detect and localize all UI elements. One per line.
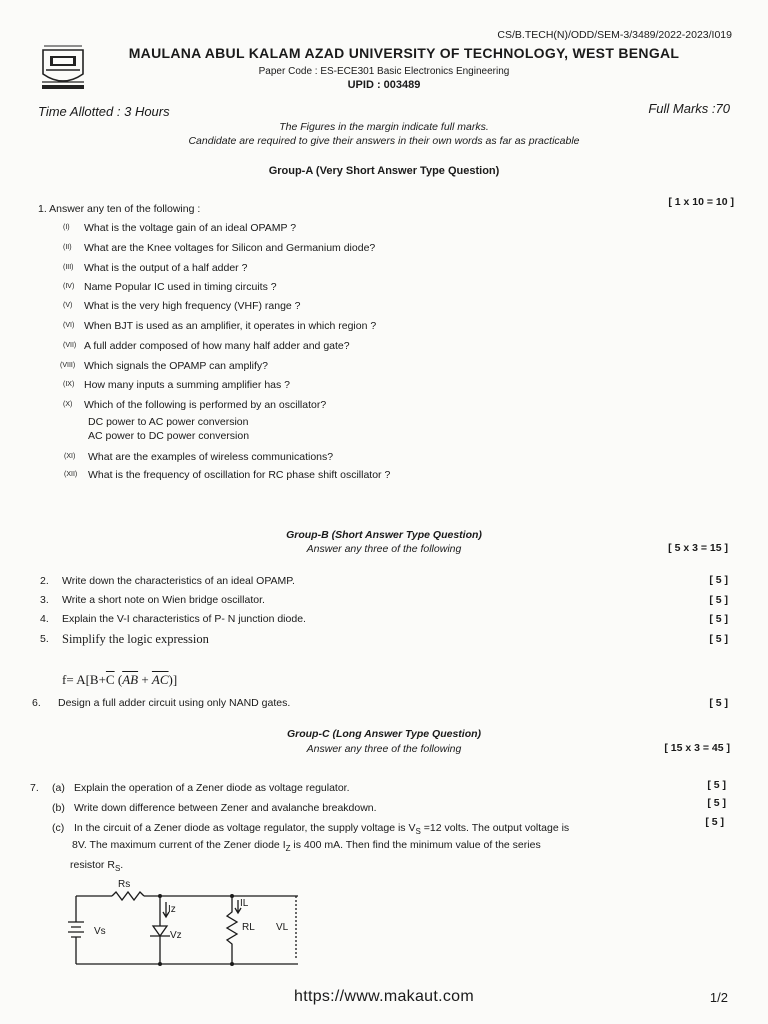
part-c-line-3: resistor $R_S$. [70, 859, 124, 874]
question-4-number: 4. [40, 613, 49, 625]
option-2: AC power to DC power conversion [88, 430, 250, 442]
question-text: Answer any ten of the following : [49, 203, 201, 215]
zener-diode [150, 926, 170, 936]
question-1-marks: [ 1 x 10 = 10 ] [668, 196, 734, 208]
load-resistor-rl [227, 896, 237, 964]
label-iz: Iz [168, 904, 176, 915]
paper-reference: CS/B.TECH(N)/ODD/SEM-3/3489/2022-2023/I019 [497, 29, 732, 41]
battery-vs [68, 922, 84, 937]
question-5-marks: [ 5 ] [709, 633, 728, 645]
question-4-marks: [ 5 ] [709, 613, 728, 625]
part-c-line-2: 8V. The maximum current of the Zener diode $I_Z$ is 400 mA. Then find the minimum value of the series [72, 839, 541, 854]
question-6-marks: [ 5 ] [709, 697, 728, 709]
group-c-marks: [ 15 x 3 = 45 ] [664, 742, 730, 754]
subitem-number: (III) [63, 264, 74, 271]
option-1: DC power to AC power conversion [88, 416, 249, 428]
group-c-title: Group-C (Long Answer Type Question) [286, 728, 482, 740]
question-5-number: 5. [40, 633, 49, 645]
subitem-number: (I) [63, 224, 70, 231]
question-6-text: Design a full adder circuit using only NAND gates. [58, 697, 291, 709]
logic-expression: $f= A[B+\overline{C}$ $(\overline{AB} + \overline{AC})$] [62, 672, 178, 687]
label-vl: VL [276, 922, 289, 933]
subitem-text: What is the voltage gain of an ideal OPAMP ? [84, 222, 297, 234]
subitem-text: How many inputs a summing amplifier has ? [84, 379, 291, 391]
label-rs: Rs [118, 879, 131, 890]
part-a-label: (a) [52, 782, 65, 794]
subitem-number: (IX) [63, 381, 75, 388]
subitem-number: (XII) [64, 471, 78, 478]
question-1 [38, 203, 200, 215]
page-number: 1/2 [709, 990, 728, 1005]
subitem-text: Name Popular IC used in timing circuits ? [84, 281, 277, 293]
instruction-candidate: Candidate are required to give their answers in their own words as far as practicable [188, 135, 580, 147]
part-a-text: Explain the operation of a Zener diode as voltage regulator. [74, 782, 350, 794]
question-7-number: 7. [30, 782, 39, 794]
subitem-text: Which signals the OPAMP can amplify? [84, 360, 269, 372]
part-b-marks: [ 5 ] [707, 797, 726, 809]
subitem-text: A full adder composed of how many half adder and gate? [84, 340, 350, 352]
part-b-label: (b) [52, 802, 65, 814]
subitem-number: (VI) [63, 322, 75, 329]
question-5-text: Simplify the logic expression [62, 632, 209, 646]
subitem-number: (VIII) [60, 362, 76, 369]
junction-dot [230, 962, 234, 966]
group-c-subtitle: Answer any three of the following [306, 743, 462, 755]
group-b-subtitle: Answer any three of the following [306, 543, 462, 555]
question-2-text: Write down the characteristics of an ideal OPAMP. [62, 575, 295, 587]
part-c-label: (c) [52, 822, 65, 834]
subitem-number: (V) [63, 302, 73, 309]
question-4-text: Explain the V-I characteristics of P- N junction diode. [62, 613, 306, 625]
question-3-marks: [ 5 ] [709, 594, 728, 606]
instruction-margin: The Figures in the margin indicate full marks. [279, 121, 489, 133]
subitem-text: Which of the following is performed by an oscillator? [84, 399, 327, 411]
group-a-title: Group-A (Very Short Answer Type Question) [268, 165, 500, 177]
footer-url: https://www.makaut.com [294, 988, 474, 1005]
series-resistor-rs [112, 892, 144, 900]
subitem-number: (IV) [63, 283, 75, 290]
junction-dot [158, 894, 162, 898]
group-b-marks: [ 5 x 3 = 15 ] [668, 542, 728, 554]
subitem-text: What is the frequency of oscillation for RC phase shift oscillator ? [88, 469, 391, 481]
part-a-marks: [ 5 ] [707, 779, 726, 791]
part-b-text: Write down difference between Zener and avalanche breakdown. [74, 802, 377, 814]
label-rl: RL [242, 922, 255, 933]
label-vs: Vs [94, 926, 106, 937]
subitem-number: (XI) [64, 453, 76, 460]
part-c-line-1: In the circuit of a Zener diode as voltage regulator, the supply voltage is $V_S =12$ volts. The output voltage is [74, 822, 570, 837]
label-il: IL [240, 898, 249, 909]
part-c-marks: [ 5 ] [705, 816, 724, 828]
time-allotted: Time Allotted : 3 Hours [38, 104, 170, 119]
question-3-text: Write a short note on Wien bridge oscillator. [62, 594, 265, 606]
junction-dot [230, 894, 234, 898]
full-marks: Full Marks :70 [648, 101, 730, 116]
upid: UPID : 003489 [347, 79, 421, 91]
question-2-number: 2. [40, 575, 49, 587]
question-6-number: 6. [32, 697, 41, 709]
subitem-number: (VII) [63, 342, 77, 349]
question-3-number: 3. [40, 594, 49, 606]
group-b-title: Group-B (Short Answer Type Question) [286, 529, 482, 541]
question-number: 1. [38, 203, 47, 215]
zener-regulator-circuit [62, 872, 322, 972]
subitem-text: What is the very high frequency (VHF) range ? [84, 300, 301, 312]
subitem-text: What are the Knee voltages for Silicon and Germanium diode? [84, 242, 376, 254]
label-vz: Vz [170, 930, 182, 941]
subitem-number: (X) [63, 401, 73, 408]
subitem-text: What is the output of a half adder ? [84, 262, 248, 274]
university-name: MAULANA ABUL KALAM AZAD UNIVERSITY OF TECHNOLOGY, WEST BENGAL [128, 45, 680, 61]
question-2-marks: [ 5 ] [709, 574, 728, 586]
subitem-text: When BJT is used as an amplifier, it operates in which region ? [84, 320, 377, 332]
subitem-number: (II) [63, 244, 72, 251]
subitem-text: What are the examples of wireless communications? [88, 451, 334, 463]
junction-dot [158, 962, 162, 966]
paper-code: Paper Code : ES-ECE301 Basic Electronics Engineering [258, 66, 510, 77]
